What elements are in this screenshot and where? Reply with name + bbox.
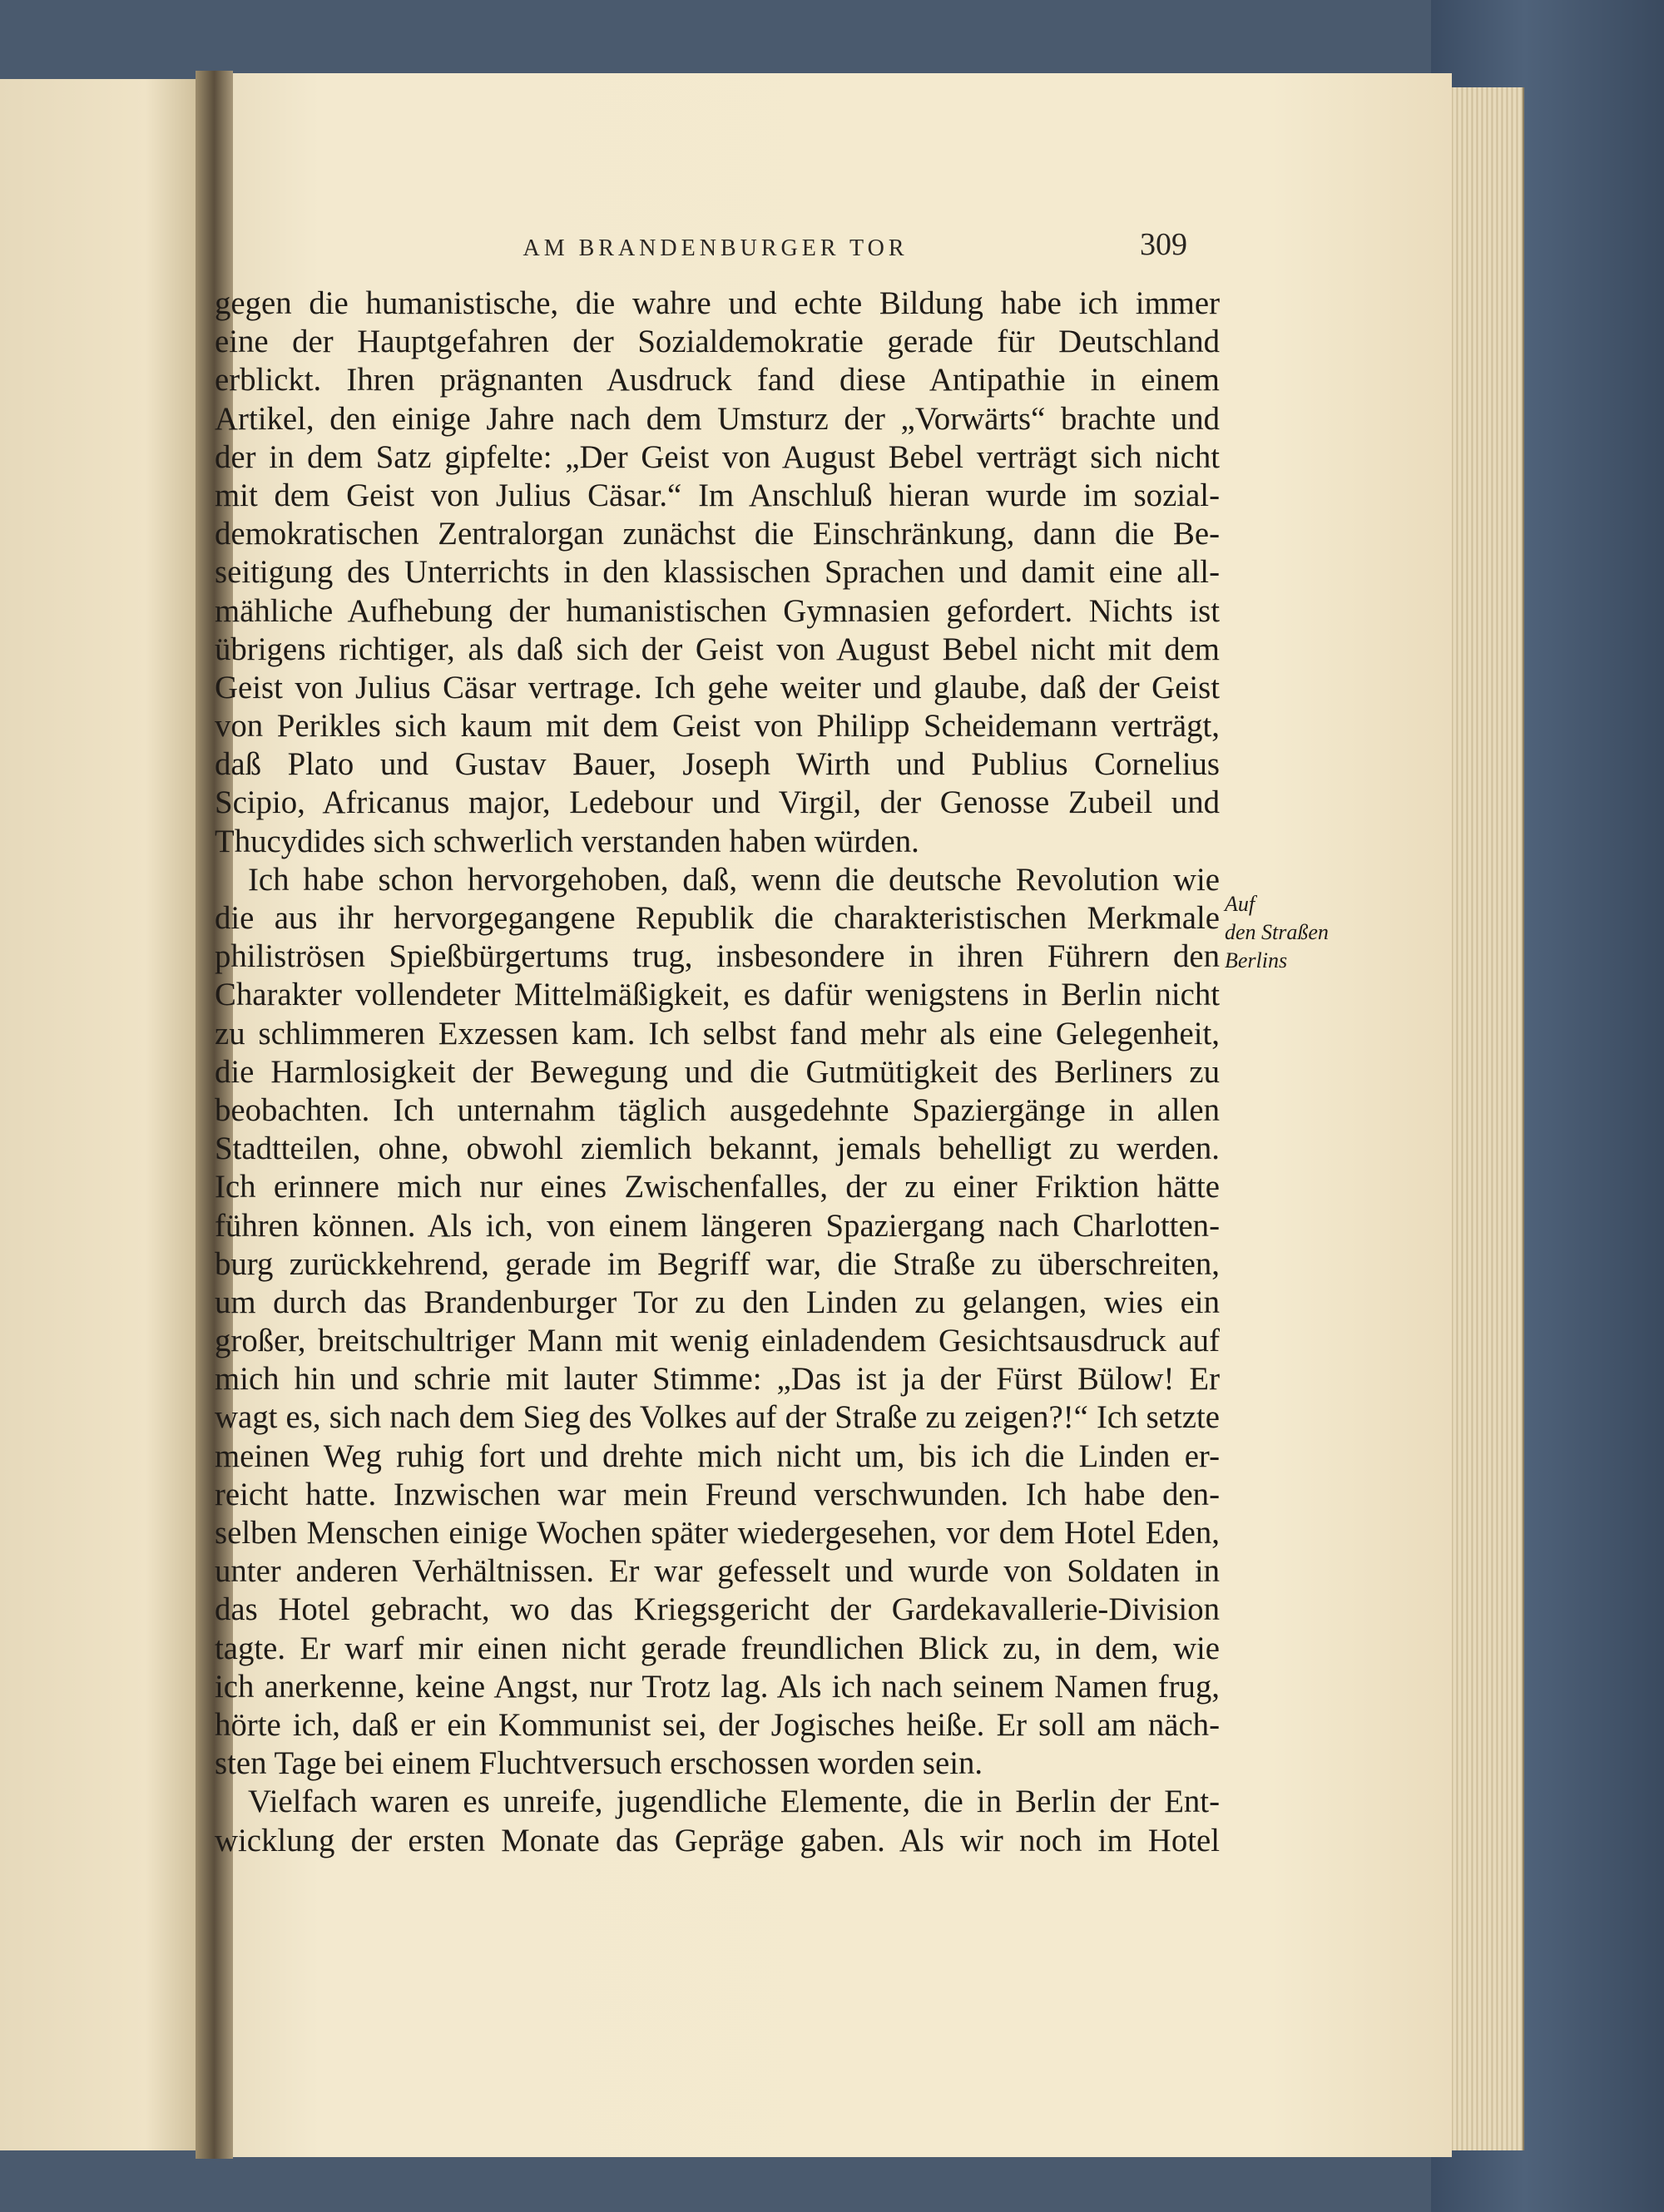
text-line: demokratischen Zentralorgan zunächst die Einschränkung, dann die Be- <box>215 516 1220 552</box>
text-line: übrigens richtiger, als daß sich der Geist von August Bebel nicht mit dem <box>215 631 1220 667</box>
text-line: die aus ihr hervorgegangene Republik die charakteristischen Merkmale <box>215 900 1220 936</box>
text-line: Charakter vollendeter Mittelmäßigkeit, es dafür wenigstens in Berlin nicht <box>215 977 1220 1013</box>
body-text <box>215 285 1220 1860</box>
text-line: der in dem Satz gipfelte: „Der Geist von August Bebel verträgt sich nicht <box>215 438 1220 475</box>
margin-note-line: den Straßen <box>1225 920 1329 944</box>
text-line: wagt es, sich nach dem Sieg des Volkes auf der Straße zu zeigen?!“ Ich setzte <box>215 1399 1220 1436</box>
text-line: eine der Hauptgefahren der Sozialdemokratie gerade für Deutschland <box>215 324 1220 360</box>
text-line: meinen Weg ruhig fort und drehte mich nicht um, bis ich die Linden er- <box>215 1438 1220 1474</box>
text-line: Vielfach waren es unreife, jugendliche Elemente, die in Berlin der Ent- <box>248 1784 1220 1820</box>
text-line: Ich erinnere mich nur eines Zwischenfalles, der zu einer Friktion hätte <box>215 1169 1220 1205</box>
text-line: philiströsen Spießbürgertums trug, insbesondere in ihren Führern den <box>215 938 1220 975</box>
text-line: das Hotel gebracht, wo das Kriegsgericht der Gardekavallerie-Division <box>215 1591 1220 1628</box>
text-line: erblickt. Ihren prägnanten Ausdruck fand diese Antipathie in einem <box>215 362 1220 398</box>
text-line: Artikel, den einige Jahre nach dem Umsturz der „Vorwärts“ brachte und <box>215 400 1220 437</box>
text-line: unter anderen Verhältnissen. Er war gefesselt und wurde von Soldaten in <box>215 1553 1220 1590</box>
facing-page-edge <box>0 79 208 2150</box>
text-line: von Perikles sich kaum mit dem Geist von Philipp Scheidemann verträgt, <box>215 708 1220 745</box>
text-line: beobachten. Ich unternahm täglich ausgedehnte Spaziergänge in allen <box>215 1091 1220 1128</box>
text-line: Stadtteilen, ohne, obwohl ziemlich bekannt, jemals behelligt zu werden. <box>215 1131 1220 1167</box>
text-line: wicklung der ersten Monate das Gepräge gaben. Als wir noch im Hotel <box>215 1822 1220 1858</box>
text-line: mich hin und schrie mit lauter Stimme: „Das ist ja der Fürst Bülow! Er <box>215 1361 1220 1398</box>
text-line: führen können. Als ich, von einem längeren Spaziergang nach Charlotten- <box>215 1207 1220 1244</box>
running-title: AM BRANDENBURGER TOR <box>522 235 909 261</box>
text-line: die Harmlosigkeit der Bewegung und die Gutmütigkeit des Berliners zu <box>215 1053 1220 1090</box>
text-line: Thucydides sich schwerlich verstanden haben würden. <box>215 823 919 859</box>
text-line: selben Menschen einige Wochen später wiedergesehen, vor dem Hotel Eden, <box>215 1515 1220 1551</box>
text-line: großer, breitschultriger Mann mit wenig einladendem Gesichtsausdruck auf <box>215 1323 1220 1359</box>
text-line: gegen die humanistische, die wahre und echte Bildung habe ich immer <box>215 285 1220 321</box>
page-number: 309 <box>1140 227 1187 262</box>
text-line: reicht hatte. Inzwischen war mein Freund verschwunden. Ich habe den- <box>215 1476 1220 1512</box>
text-line: burg zurückkehrend, gerade im Begriff war, die Straße zu überschreiten, <box>215 1245 1220 1282</box>
text-line: mähliche Aufhebung der humanistischen Gymnasien gefordert. Nichts ist <box>215 592 1220 629</box>
text-line: zu schlimmeren Exzessen kam. Ich selbst fand mehr als eine Gelegenheit, <box>215 1015 1220 1052</box>
text-line: mit dem Geist von Julius Cäsar.“ Im Anschluß hieran wurde im sozial- <box>215 477 1220 513</box>
text-line: Scipio, Africanus major, Ledebour und Virgil, der Genosse Zubeil und <box>215 784 1220 821</box>
text-line: um durch das Brandenburger Tor zu den Linden zu gelangen, wies ein <box>215 1284 1220 1320</box>
page-edges <box>1444 87 1524 2150</box>
text-line: Ich habe schon hervorgehoben, daß, wenn die deutsche Revolution wie <box>248 861 1220 898</box>
margin-note <box>1225 890 1391 975</box>
text-line: ich anerkenne, keine Angst, nur Trotz lag. Als ich nach seinem Namen frug, <box>215 1668 1220 1705</box>
text-line: tagte. Er warf mir einen nicht gerade freundlichen Blick zu, in dem, wie <box>215 1630 1220 1666</box>
text-line: sten Tage bei einem Fluchtversuch erschossen worden sein. <box>215 1745 983 1782</box>
margin-note-line: Berlins <box>1225 948 1288 972</box>
margin-note-line: Auf <box>1225 892 1255 916</box>
text-line: seitigung des Unterrichts in den klassischen Sprachen und damit eine all- <box>215 554 1220 591</box>
text-line: hörte ich, daß er ein Kommunist sei, der Jogisches heiße. Er soll am näch- <box>215 1706 1220 1743</box>
text-line: daß Plato und Gustav Bauer, Joseph Wirth und Publius Cornelius <box>215 746 1220 783</box>
text-line: Geist von Julius Cäsar vertrage. Ich gehe weiter und glaube, daß der Geist <box>215 669 1220 705</box>
